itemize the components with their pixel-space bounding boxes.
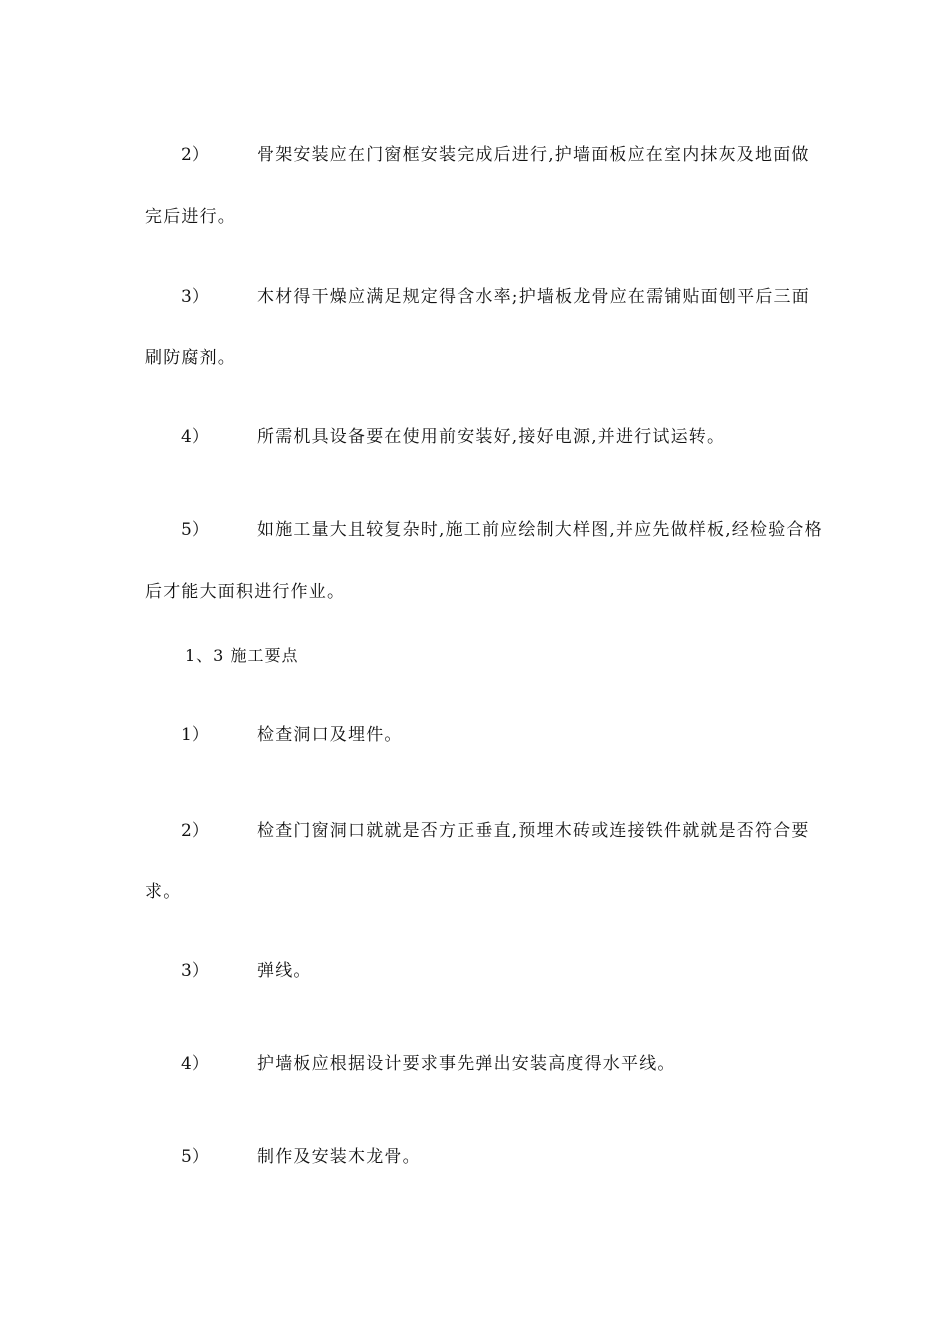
- item-number: 4）: [181, 1054, 209, 1074]
- item-continuation: 后才能大面积进行作业。: [145, 582, 346, 602]
- item-text: 制作及安装木龙骨。: [257, 1147, 421, 1167]
- item-number: 2）: [181, 821, 209, 841]
- item-text: 检查洞口及埋件。: [257, 725, 403, 745]
- point-item: [145, 720, 825, 745]
- item-text: 骨架安装应在门窗框安装完成后进行,护墙面板应在室内抹灰及地面做: [257, 145, 810, 165]
- point-item: [145, 816, 825, 841]
- section-heading: 1、3 施工要点: [185, 646, 299, 665]
- item-number: 4）: [181, 427, 209, 447]
- item-text: 检查门窗洞口就就是否方正垂直,预埋木砖或连接铁件就就是否符合要: [257, 821, 810, 841]
- point-item: [145, 956, 825, 981]
- point-item: [145, 1142, 825, 1167]
- item-continuation: 完后进行。: [145, 207, 236, 227]
- item-number: 1）: [181, 725, 209, 745]
- item-continuation: 求。: [145, 882, 182, 902]
- item-number: 5）: [181, 1147, 209, 1167]
- item-text: 木材得干燥应满足规定得含水率;护墙板龙骨应在需铺贴面刨平后三面: [257, 287, 810, 307]
- paragraph-item: [145, 422, 825, 447]
- item-continuation: 刷防腐剂。: [145, 348, 236, 368]
- item-number: 3）: [181, 287, 209, 307]
- item-text: 护墙板应根据设计要求事先弹出安装高度得水平线。: [257, 1054, 676, 1074]
- paragraph-item: [145, 282, 825, 307]
- paragraph-item: [145, 515, 825, 540]
- item-text: 如施工量大且较复杂时,施工前应绘制大样图,并应先做样板,经检验合格: [257, 520, 823, 540]
- item-text: 弹线。: [257, 961, 312, 981]
- item-number: 5）: [181, 520, 209, 540]
- item-text: 所需机具设备要在使用前安装好,接好电源,并进行试运转。: [257, 427, 726, 447]
- item-number: 2）: [181, 145, 209, 165]
- point-item: [145, 1049, 825, 1074]
- item-number: 3）: [181, 961, 209, 981]
- paragraph-item: [145, 140, 825, 165]
